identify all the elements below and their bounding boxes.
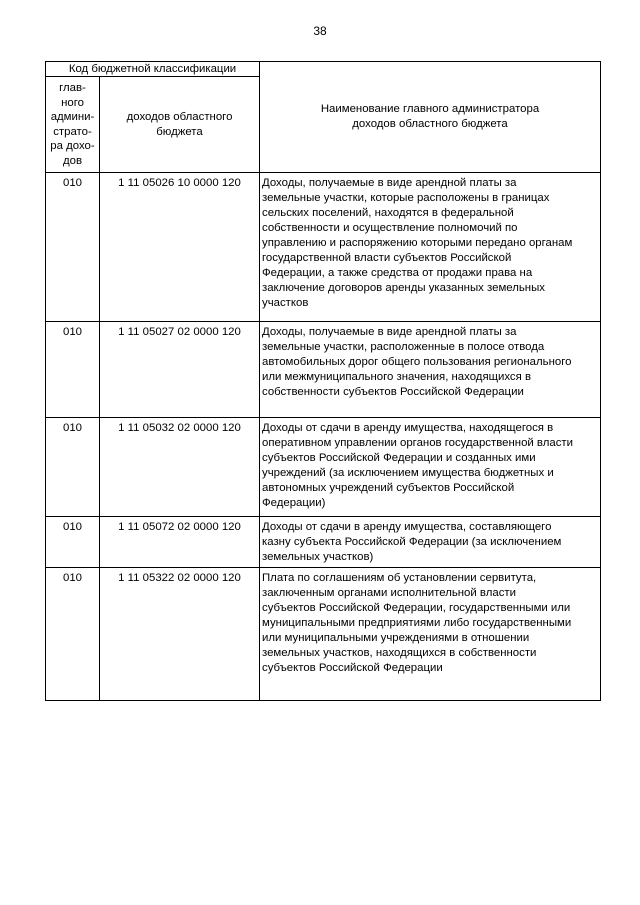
income-name-line: земельные участки, которые расположены в границах [262, 192, 550, 204]
header-admin-line: ра дохо- [50, 140, 95, 152]
table-row [46, 517, 601, 568]
income-name-line: Доходы, получаемые в виде арендной платы за [262, 177, 517, 189]
income-name-line: сельских поселений, находятся в федеральной [262, 207, 514, 219]
income-name-line: субъектов Российской Федерации [262, 662, 443, 674]
income-code-cell: 1 11 05322 02 0000 120 [100, 568, 260, 701]
income-name-line: или муниципальными учреждениями в отношении [262, 632, 530, 644]
income-name-line: Федерации) [262, 497, 326, 509]
admin-code-cell: 010 [46, 517, 100, 568]
header-name-col [260, 62, 601, 173]
income-code-cell: 1 11 05072 02 0000 120 [100, 517, 260, 568]
admin-code-cell: 010 [46, 568, 100, 701]
income-name-line: земельные участки, расположенные в полосе отвода [262, 341, 545, 353]
admin-code-cell: 010 [46, 322, 100, 418]
page-number: 38 [313, 24, 327, 38]
income-name-line: участков [262, 297, 309, 309]
income-name-line: земельных участков, находящихся в собственности [262, 647, 537, 659]
header-admin-line: глав- [59, 82, 86, 94]
income-name-line: Доходы, получаемые в виде арендной платы за [262, 326, 517, 338]
header-group-label: Код бюджетной классификации [46, 62, 260, 77]
income-name-line: муниципальными предприятиями либо государственными [262, 617, 572, 629]
income-name-line: Доходы от сдачи в аренду имущества, составляющего [262, 521, 552, 533]
income-name-cell [260, 322, 601, 418]
income-name-line: или межмуниципального значения, находящихся в [262, 371, 531, 383]
income-code-cell: 1 11 05032 02 0000 120 [100, 418, 260, 517]
admin-code-cell: 010 [46, 418, 100, 517]
header-income-col [100, 77, 260, 173]
header-admin-line: страто- [53, 125, 92, 138]
income-name-line: субъектов Российской Федерации и созданных ими [262, 452, 536, 464]
income-name-line: Доходы от сдачи в аренду имущества, находящегося в [262, 422, 554, 434]
income-name-line: земельных участков) [262, 551, 374, 563]
income-name-line: казну субъекта Российской Федерации (за исключением [262, 536, 562, 548]
income-name-line: собственности субъектов Российской Федерации [262, 386, 524, 398]
income-name-cell [260, 517, 601, 568]
income-code-cell: 1 11 05027 02 0000 120 [100, 322, 260, 418]
income-name-line: субъектов Российской Федерации, государственными или [262, 602, 571, 614]
header-admin-line: админи- [50, 111, 95, 123]
income-name-line: собственности и осуществление полномочий по [262, 222, 518, 234]
header-name-line: доходов областного бюджета [352, 118, 508, 130]
budget-classification-table [45, 61, 601, 701]
income-name-line: оперативном управлении органов государственной власти [262, 437, 573, 449]
income-name-cell [260, 173, 601, 322]
header-admin-line: дов [62, 154, 83, 167]
income-name-line: Федерации, а также средства от продажи права на [262, 267, 533, 279]
income-name-line: автомобильных дорог общего пользования регионального [262, 356, 572, 368]
income-name-line: автономных учреждений субъектов Российской [262, 482, 515, 494]
income-code-cell: 1 11 05026 10 0000 120 [100, 173, 260, 322]
header-admin-line: ного [61, 96, 84, 109]
header-income-line: бюджета [156, 125, 203, 138]
table-row [46, 322, 601, 418]
income-name-line: Плата по соглашениям об установлении сервитута, [262, 572, 537, 584]
income-name-line: заключение договоров аренды указанных земельных [262, 282, 545, 294]
income-name-cell [260, 418, 601, 517]
header-income-line: доходов областного [126, 110, 233, 123]
table-header-row-group [46, 62, 601, 77]
income-name-line: заключенным органами исполнительной власти [262, 587, 516, 599]
header-name-line: Наименование главного администратора [320, 103, 540, 115]
table-row [46, 418, 601, 517]
table-row [46, 173, 601, 322]
admin-code-cell: 010 [46, 173, 100, 322]
income-name-cell [260, 568, 601, 701]
table-row [46, 568, 601, 701]
header-admin-col [46, 77, 100, 173]
income-name-line: учреждений (за исключением имущества бюджетных и [262, 467, 554, 479]
income-name-line: управлению и распоряжению которыми передано органам [262, 237, 573, 249]
income-name-line: государственной власти субъектов Российской [262, 252, 512, 264]
